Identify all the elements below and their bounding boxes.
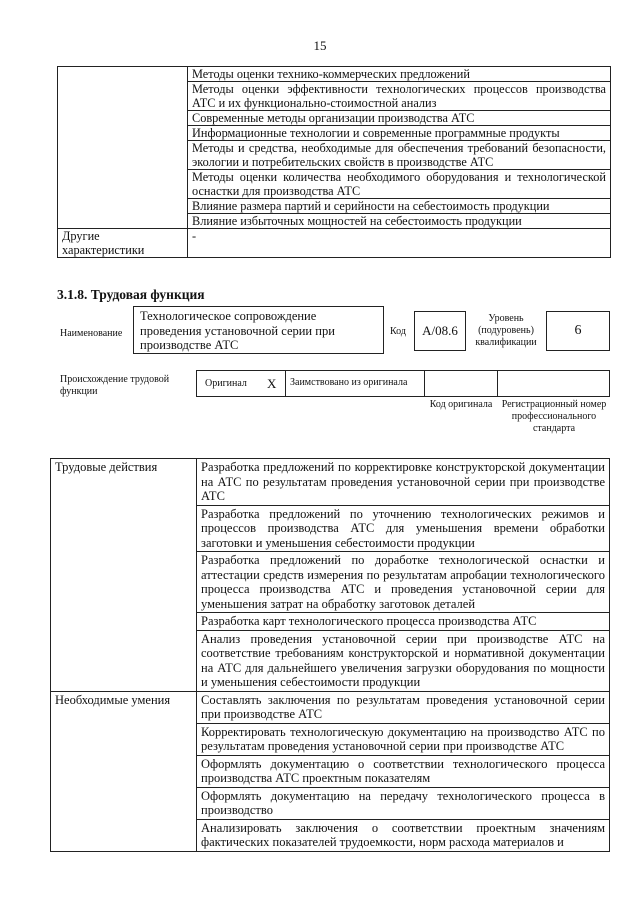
borrowed-label: Заимствовано из оригинала	[290, 377, 408, 388]
table-cell: Разработка карт технологического процесса производства АТС	[197, 613, 610, 631]
reg-number-box	[497, 370, 610, 397]
table-cell: Составлять заключения по результатам проведения установочной серии при производстве АТС	[197, 691, 610, 723]
group-label: Трудовые действия	[51, 459, 197, 692]
original-box	[196, 370, 286, 397]
table-empty-cell	[58, 67, 188, 229]
code-caption: Код оригинала	[429, 399, 493, 410]
original-label: Оригинал	[205, 378, 247, 389]
code-box: А/08.6	[414, 311, 466, 351]
page-number: 15	[313, 38, 327, 53]
table-cell: Оформлять документацию на передачу технологического процесса в производство	[197, 787, 610, 819]
origin-code-box	[424, 370, 498, 397]
level-label: Уровень (подуровень) квалификации	[475, 313, 537, 348]
knowledge-table	[57, 66, 611, 258]
table-cell: Анализировать заключения о соответствии проектным значениям фактических показателей трудоемкости, норм расхода материалов и	[197, 819, 610, 851]
table-cell: Методы и средства, необходимые для обеспечения требований безопасности, экологии и потребительских свойств в производстве АТС	[188, 141, 611, 170]
name-label: Наименование	[60, 328, 123, 339]
work-functions-table	[50, 458, 610, 852]
original-mark: Х	[267, 376, 277, 391]
table-cell: Методы оценки эффективности технологических процессов производства АТС и их функционально-стоимостной анализ	[188, 82, 611, 111]
table-cell: Методы оценки технико-коммерческих предложений	[188, 67, 611, 82]
function-name-box: Технологическое сопровождение проведения установочной серии при производстве АТС	[133, 306, 384, 354]
table-cell: Разработка предложений по уточнению технологических режимов и процессов производства АТС для уменьшения времени обработки заготовки и уменьшения себестоимости продукции	[197, 505, 610, 552]
table-cell: Информационные технологии и современные программные продукты	[188, 126, 611, 141]
table-cell: Методы оценки количества необходимого оборудования и технологической оснастки для производства АТС	[188, 170, 611, 199]
section-title: 3.1.8. Трудовая функция	[57, 287, 205, 302]
group-label: Необходимые умения	[51, 691, 197, 851]
other-characteristics-value: -	[188, 229, 611, 258]
other-characteristics-label: Другие характеристики	[58, 229, 188, 258]
table-cell: Влияние размера партий и серийности на себестоимость продукции	[188, 199, 611, 214]
table-cell: Разработка предложений по доработке технологической оснастки и аттестации средств измерения по результатам апробации технологического процесса производства АТС и проведения установочной серии для уменьшения затрат на обработку заготовок деталей	[197, 552, 610, 613]
table-cell: Оформлять документацию о соответствии технологического процесса производства АТС проектным показателям	[197, 755, 610, 787]
borrowed-box	[285, 370, 425, 397]
level-box: 6	[546, 311, 610, 351]
table-cell: Разработка предложений по корректировке конструкторской документации на АТС по результатам проведения установочной серии при производстве АТС	[197, 459, 610, 506]
table-cell: Анализ проведения установочной серии при производстве АТС на соответствие требованиям конструкторской и нормативной документации на АТС для дальнейшего увеличения загрузки оборудования по мощности и уменьшения себестоимости продукции	[197, 630, 610, 691]
table-cell: Корректировать технологическую документацию на производство АТС по результатам проведения установочной серии при производстве АТС	[197, 723, 610, 755]
table-cell: Современные методы организации производства АТС	[188, 111, 611, 126]
reg-caption: Регистрационный номер профессионального стандарта	[501, 399, 607, 434]
origin-label: Происхождение трудовой функции	[60, 374, 170, 397]
table-cell: Влияние избыточных мощностей на себестоимость продукции	[188, 214, 611, 229]
code-label: Код	[390, 326, 406, 337]
